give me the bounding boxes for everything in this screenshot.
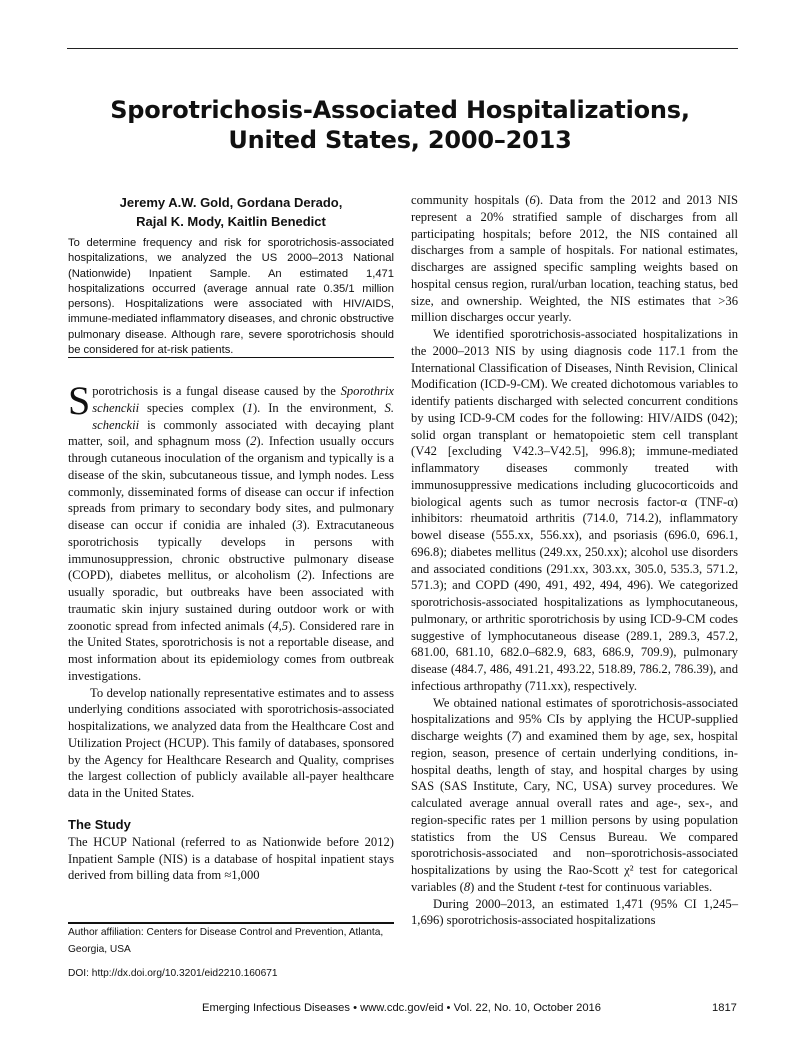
intro-paragraph-2: To develop nationally representative estimates and to assess underlying conditions associated with sporotrichosis-associated hospitalizations, we analyzed data from the Healthcare Cost and Utilization Project (HCUP). This family of databases, sponsored by the Agency for Healthcare Research and Quality, comprises the largest collection of publicly available all-payer healthcare data in the United States. (68, 685, 394, 800)
abstract-rule (68, 357, 394, 358)
study-paragraph-3: We obtained national estimates of sporotrichosis-associated hospitalizations and 95% CIs by applying the HCUP-supplied discharge weights (7) and examined them by age, sex, hospital region, season, presence of certain underlying conditions, in-hospital deaths, length of stay, and hospital charges by using SAS (SAS Institute, Cary, NC, USA) survey procedures. We calculated average annual overall rates and age-, sex-, and region-specific rates per 1 million persons by using population statistics from the US Census Bureau. We compared sporotrichosis-associated and non–sporotrichosis-associated hospitalizations by using the Rao-Scott χ² test for categorical variables (8) and the Student t-test for continuous variables. (411, 695, 738, 894)
abstract: To determine frequency and risk for sporotrichosis-associated hospitalizations, we analyzed the US 2000–2013 National (Nationwide) Inpatient Sample. An estimated 1,471 hospitalizations occurred (average annual rate 0.35/1 million persons). Hospitalizations were associated with HIV/AIDS, immune-mediated inflammatory diseases, and chronic obstructive pulmonary disease. Although rare, severe sporotrichosis should be considered for at-risk patients. (68, 237, 394, 357)
author-affiliation: Author affiliation: Centers for Disease Control and Prevention, Atlanta, Georgia, USA (68, 927, 384, 955)
reference-link[interactable]: 8 (463, 879, 471, 894)
doi-link[interactable]: DOI: http://dx.doi.org/10.3201/eid2210.160671 (68, 968, 278, 979)
reference-link[interactable]: 2 (250, 434, 257, 449)
authors-line-2: Rajal K. Mody, Kaitlin Benedict (136, 214, 326, 229)
drop-cap: S (68, 378, 91, 423)
study-paragraph-2: We identified sporotrichosis-associated hospitalizations in the 2000–2013 NIS by using diagnosis code 117.1 from the International Classification of Diseases, Ninth Revision, Clinical Modification (ICD-9-CM). We created dichotomous variables to identify patients discharged with selected concurrent conditions by using ICD-9-CM codes for the following: HIV/AIDS (042); solid organ transplant or hematopoietic stem cell transplant (V42 [excluding V42.3–V42.5], 996.8); immune-mediated inflammatory diseases commonly treated with immunosuppressive medications including glucocorticoids and biological agents such as tumor necrosis factor-α (TNF-α) inhibitors: rheumatoid arthritis (714.0, 714.2), inflammatory bowel disease (555.xx, 556.xx), and psoriasis (696.0, 696.1, 696.8); diabetes mellitus (249.xx, 250.xx); alcohol use disorders and associated conditions (291.xx, 303.xx, 305.0, 535.3, 571.2, 571.3); and COPD (490, 491, 492, 494, 496). We categorized sporotrichosis-associated hospitalizations as lymphocutaneous, pulmonary, or arthritic sporotrichosis by using ICD-9-CM codes suggestive of lymphocutaneous disease (289.1, 289.3, 457.2, 681.00, 681.10, 682.0–682.9, 683, 686.9, 709.9), pulmonary disease (484.7, 486, 491.21, 493.22, 518.89, 786.2, 786.39), and infectious arthropathy (711.xx), respectively. (411, 327, 738, 693)
study-paragraph-1: The HCUP National (referred to as Nationwide before 2012) Inpatient Sample (NIS) is a database of hospital inpatient stays derived from billing data from ≈1,000 (68, 834, 394, 883)
study-paragraph-1-continued: community hospitals (6). Data from the 2012 and 2013 NIS represent a 20% stratified sample of discharges from all participating hospitals; before 2012, the NIS contained all discharges from a sample of hospitals. For national estimates, discharges are assigned specific sampling weights based on hospital census region, rural/urban location, teaching status, bed size, and ownership. Weighted, the NIS estimates that >36 million discharges occur yearly. (411, 193, 739, 325)
author-list (68, 193, 394, 231)
reference-link[interactable]: 6 (529, 193, 536, 207)
reference-link[interactable]: 2 (301, 568, 308, 583)
top-rule (67, 48, 738, 49)
reference-link[interactable]: 7 (511, 729, 518, 743)
journal-footer: Emerging Infectious Diseases • www.cdc.gov/eid • Vol. 22, No. 10, October 2016 (202, 1002, 601, 1014)
reference-link[interactable]: 4,5 (272, 618, 289, 633)
section-heading-the-study: The Study (68, 816, 131, 832)
species-name: Sporothrix schenckii (92, 384, 394, 415)
reference-link[interactable]: 1 (246, 400, 253, 415)
reference-link[interactable]: 3 (296, 518, 303, 532)
title-line-1: Sporotrichosis-Associated Hospitalizations, (110, 96, 690, 124)
page-number: 1817 (712, 1002, 737, 1014)
continued-text: community hospitals ( (411, 193, 530, 207)
title-line-2: United States, 2000–2013 (228, 126, 572, 154)
article-title (60, 95, 740, 155)
intro-paragraph-1: Sporotrichosis is a fungal disease caused by the Sporothrix schenckii species complex (1). In the environment, S. schenckii is commonly associated with decaying plant matter, soil, and sphagnum moss (2). Infection usually occurs through cutaneous inoculation of the organism and typically is a disease of the skin, subcutaneous tissue, and lymph nodes. Less commonly, disseminated forms of disease can occur if infection spreads from primary to secondary body sites, and pulmonary disease can occur if conidia are inhaled (3). Extracutaneous sporotrichosis typically develops in persons with immunosuppression, chronic obstructive pulmonary disease (COPD), diabetes mellitus, or alcoholism (2). Infections are usually sporadic, but outbreaks have been associated with traumatic skin injury sustained during outdoor work or with zoonotic spread from infected animals (4,5). Considered rare in the United States, sporotrichosis is not a reportable disease, and most information about its epidemiology comes from outbreak investigations. (68, 378, 395, 683)
authors-line-1: Jeremy A.W. Gold, Gordana Derado, (119, 195, 343, 210)
right-column (411, 192, 738, 929)
species-name-short: S. schenckii (92, 400, 394, 432)
left-column (68, 378, 395, 884)
study-paragraph-4: During 2000–2013, an estimated 1,471 (95% CI 1,245–1,696) sporotrichosis-associated hospitalizations (411, 896, 738, 928)
